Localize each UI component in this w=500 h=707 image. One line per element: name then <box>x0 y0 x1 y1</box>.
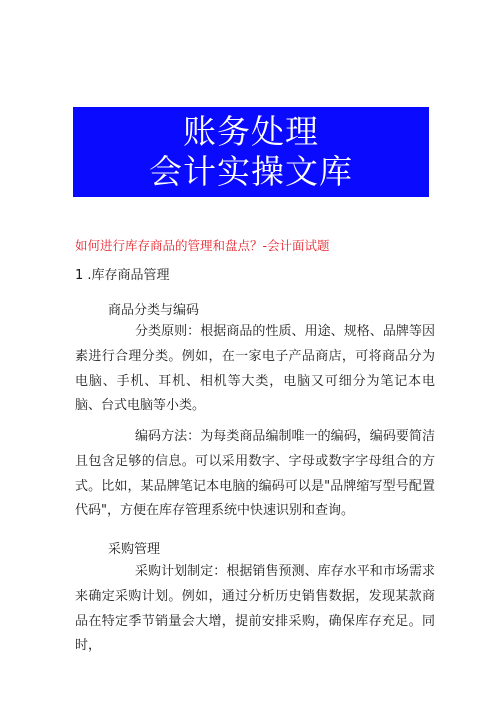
paragraph-coding-method: 编码方法：为每类商品编制唯一的编码，编码要简洁且包含足够的信息。可以采用数字、字母或数字字母组合的方式。比如，某品牌笔记本电脑的编码可以是"品牌缩写型号配置代码"，方便在库存管理系统中快速识别和查询。 <box>75 429 435 519</box>
subsection-heading-classification: 商品分类与编码 <box>108 303 200 318</box>
banner-title-line2: 会计实操文库 <box>149 152 353 191</box>
banner-title-line1: 账务处理 <box>183 112 319 151</box>
paragraph-purchase-plan: 采购计划制定：根据销售预测、库存水平和市场需求来确定采购计划。例如，通过分析历史销售数据，发现某款商品在特定季节销量会大增，提前安排采购，确保库存充足。同时， <box>75 564 435 654</box>
section-heading: 1 .库存商品管理 <box>75 268 170 283</box>
document-title: 如何进行库存商品的管理和盘点？-会计面试题 <box>75 238 330 253</box>
paragraph-classification-principle: 分类原则：根据商品的性质、用途、规格、品牌等因素进行合理分类。例如，在一家电子产品商店，可将商品分为电脑、手机、耳机、相机等大类，电脑又可细分为笔记本电脑、台式电脑等小类。 <box>75 324 435 414</box>
header-banner <box>73 107 429 197</box>
subsection-heading-purchasing: 采购管理 <box>108 542 161 557</box>
